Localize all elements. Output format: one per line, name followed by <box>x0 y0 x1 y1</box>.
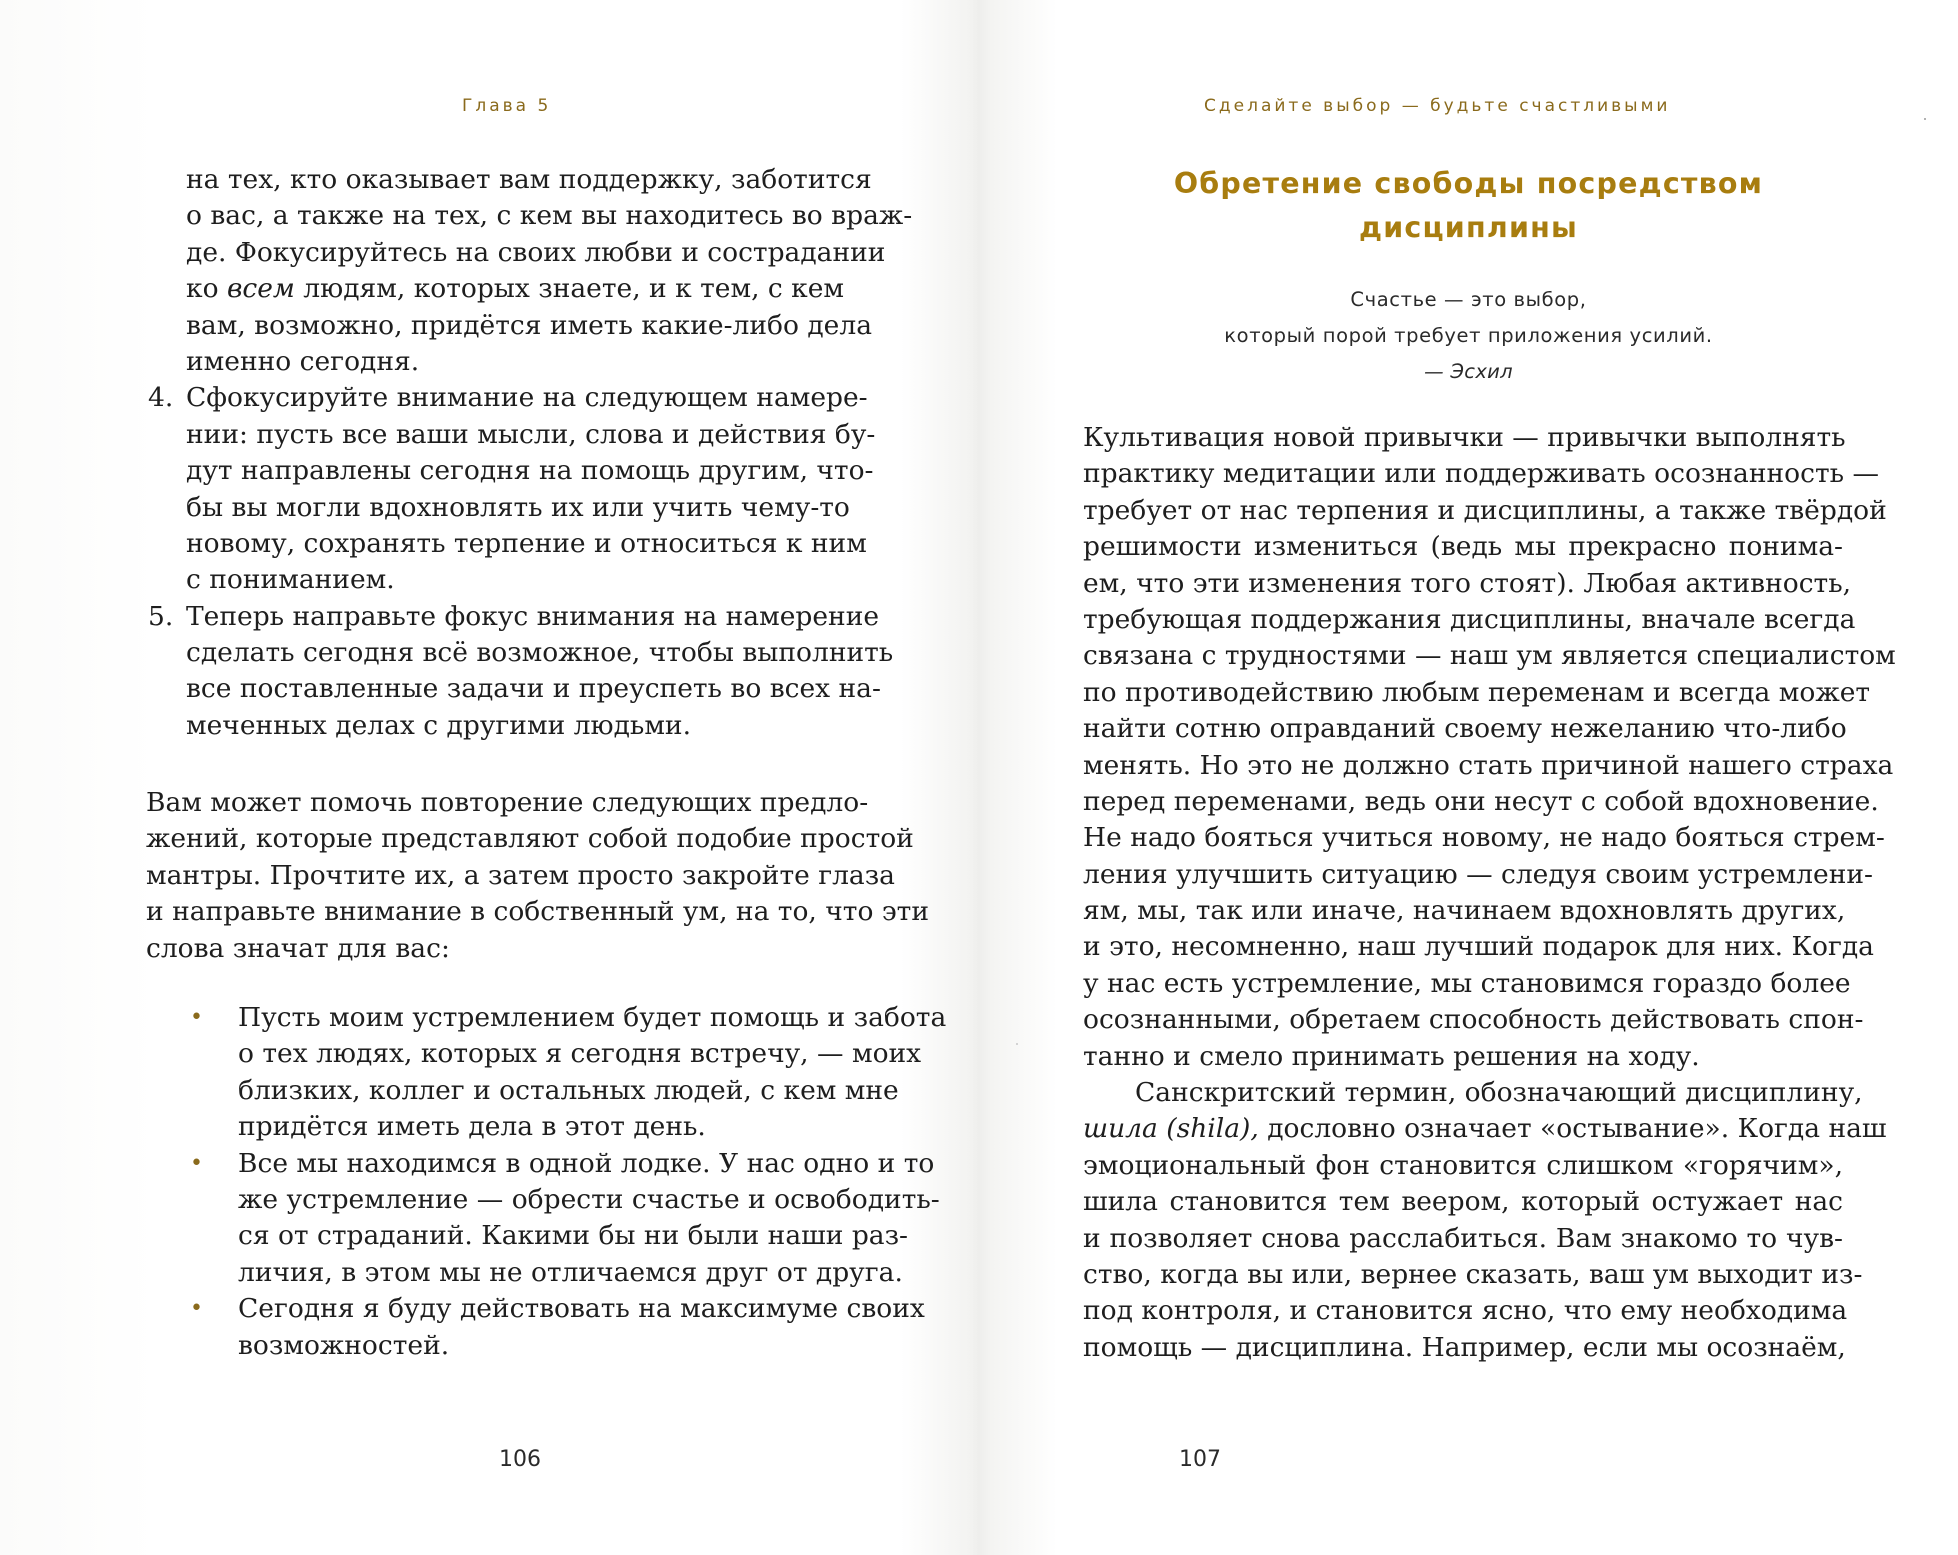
paper-speck <box>1924 118 1926 120</box>
text-line: сделать сегодня всё возможное, чтобы выполнить <box>186 637 894 669</box>
text-line: Санскритский термин, обозначающий дисциплину, <box>1135 1077 1863 1109</box>
text-line: вам, возможно, придётся иметь какие-либо дела <box>186 309 872 341</box>
text-line-italic: шила (shila), дословно означает «остывание». Когда наш <box>1083 1113 1887 1145</box>
text-line-italic: ко всем людям, которых знаете, и к тем, с кем <box>186 273 845 305</box>
text-line: ям, мы, так или иначе, начинаем вдохновлять других, <box>1083 895 1846 927</box>
text-line: помощь — дисциплина. Например, если мы осознаём, <box>1083 1331 1846 1363</box>
text-line: шила становится тем веером, который остужает нас <box>1083 1186 1843 1218</box>
numbered-item-4 <box>148 380 876 598</box>
text-line: у нас есть устремление, мы становимся гораздо более <box>1083 967 1851 999</box>
section-title-line: Обретение свободы посредством <box>1173 167 1764 200</box>
text-line: и это, несомненно, наш лучший подарок для них. Когда <box>1083 931 1874 963</box>
text-line: мантры. Прочтите их, а затем просто закройте глаза <box>146 859 895 891</box>
text-line: требует от нас терпения и дисциплины, а также твёрдой <box>1083 494 1887 526</box>
bullet-icon: • <box>190 1296 203 1322</box>
left-body <box>148 162 913 744</box>
text-line: Сфокусируйте внимание на следующем намере- <box>186 382 868 414</box>
text-line: ство, когда вы или, вернее сказать, ваш ум выходит из- <box>1083 1258 1863 1290</box>
text-line: новому, сохранять терпение и относиться к ним <box>186 527 867 559</box>
text-line: с пониманием. <box>186 564 395 596</box>
epigraph-author: — Эсхил <box>1424 360 1513 383</box>
bullet-item <box>190 1000 947 1146</box>
italic-term: шила (shila), <box>1083 1113 1259 1145</box>
running-head-right: Сделайте выбор — будьте счастливыми <box>1204 96 1671 116</box>
text-line: ем, что эти изменения того стоят). Любая активность, <box>1083 567 1852 599</box>
text-line: на тех, кто оказывает вам поддержку, заботится <box>186 164 872 195</box>
text-line: ления улучшить ситуацию — следуя своим устремлени- <box>1083 858 1873 890</box>
text-line: эмоциональный фон становится слишком «горячим», <box>1083 1149 1843 1181</box>
bullet-icon: • <box>190 1005 203 1030</box>
text-line: осознанными, обретаем способность действовать спон- <box>1083 1004 1864 1036</box>
page-number-left: 106 <box>499 1447 541 1472</box>
running-head-left: Глава 5 <box>462 96 552 116</box>
text-line: Все мы находимся в одной лодке. У нас одно и то <box>238 1147 935 1179</box>
text-line: Пусть моим устремлением будет помощь и забота <box>238 1002 947 1033</box>
text-line: Сегодня я буду действовать на максимуме своих <box>238 1293 925 1325</box>
text-line: решимости измениться (ведь мы прекрасно понима- <box>1083 531 1843 563</box>
text-line: близких, коллег и остальных людей, с кем мне <box>238 1074 899 1106</box>
bullet-item <box>190 1146 940 1292</box>
text-line: практику медитации или поддерживать осознанность — <box>1083 458 1879 490</box>
list-number: 4. <box>148 382 174 414</box>
italic-word: всем <box>226 273 295 305</box>
text-line: найти сотню оправданий своему нежеланию что-либо <box>1083 713 1847 745</box>
section-title <box>979 162 1958 250</box>
bullet-item <box>190 1291 925 1364</box>
section-title-line: дисциплины <box>1359 211 1578 244</box>
epigraph-line: который порой требует приложения усилий. <box>1224 324 1713 347</box>
text-line: ся от страданий. Какими бы ни были наши раз- <box>238 1220 909 1252</box>
left-bullets <box>190 1000 947 1364</box>
numbered-item-5 <box>148 599 894 745</box>
text-line: Теперь направьте фокус внимания на намерение <box>186 600 880 632</box>
right-body <box>1083 420 1896 1366</box>
list-number: 5. <box>148 600 174 632</box>
text-line: и позволяет снова расслабиться. Вам знакомо то чув- <box>1083 1222 1843 1254</box>
text-line: Вам может помочь повторение следующих предло- <box>146 787 869 818</box>
text-line: личия, в этом мы не отличаемся друг от друга. <box>238 1256 903 1288</box>
text-line: о тех людях, которых я сегодня встречу, — моих <box>238 1038 922 1070</box>
right-page <box>979 0 1958 1555</box>
text-line: именно сегодня. <box>186 345 420 377</box>
text-line: жений, которые представляют собой подобие простой <box>146 823 914 855</box>
text-line: придётся иметь дела в этот день. <box>238 1111 706 1143</box>
text-line: по противодействию любым переменам и всегда может <box>1083 676 1871 708</box>
text-line: Культивация новой привычки — привычки выполнять <box>1083 422 1846 453</box>
text-line: под контроля, и становится ясно, что ему необходима <box>1083 1295 1848 1327</box>
text-line: требующая поддержания дисциплины, вначале всегда <box>1083 603 1856 635</box>
epigraph-line: Счастье — это выбор, <box>1350 288 1587 311</box>
left-paragraph <box>146 785 929 967</box>
text-line: связана с трудностями — наш ум является специалистом <box>1083 640 1896 672</box>
text-line: бы вы могли вдохновлять их или учить чему-то <box>186 491 850 523</box>
text-line: танно и смело принимать решения на ходу. <box>1083 1040 1700 1072</box>
page-number-right: 107 <box>1179 1447 1221 1472</box>
paper-speck <box>1016 1043 1018 1045</box>
text-line: меченных делах с другими людьми. <box>186 709 692 741</box>
text-line: же устремление — обрести счастье и освободить- <box>238 1183 940 1215</box>
text-line: менять. Но это не должно стать причиной нашего страха <box>1083 749 1894 781</box>
text-line: нии: пусть все ваши мысли, слова и действия бу- <box>186 418 876 450</box>
text-line: дут направлены сегодня на помощь другим, что- <box>186 455 874 487</box>
epigraph <box>979 282 1958 390</box>
text-line: перед переменами, ведь они несут с собой вдохновение. <box>1083 785 1879 817</box>
text-line: о вас, а также на тех, с кем вы находитесь во враж- <box>186 200 913 232</box>
text-line: де. Фокусируйтесь на своих любви и сострадании <box>186 236 886 268</box>
text-line: слова значат для вас: <box>146 932 450 964</box>
text-line: возможностей. <box>238 1329 450 1361</box>
text-line: все поставленные задачи и преуспеть во всех на- <box>186 673 881 705</box>
text-line: Не надо бояться учиться новому, не надо бояться стрем- <box>1083 822 1885 854</box>
text-line: и направьте внимание в собственный ум, на то, что эти <box>146 896 929 928</box>
bullet-icon: • <box>190 1150 203 1176</box>
